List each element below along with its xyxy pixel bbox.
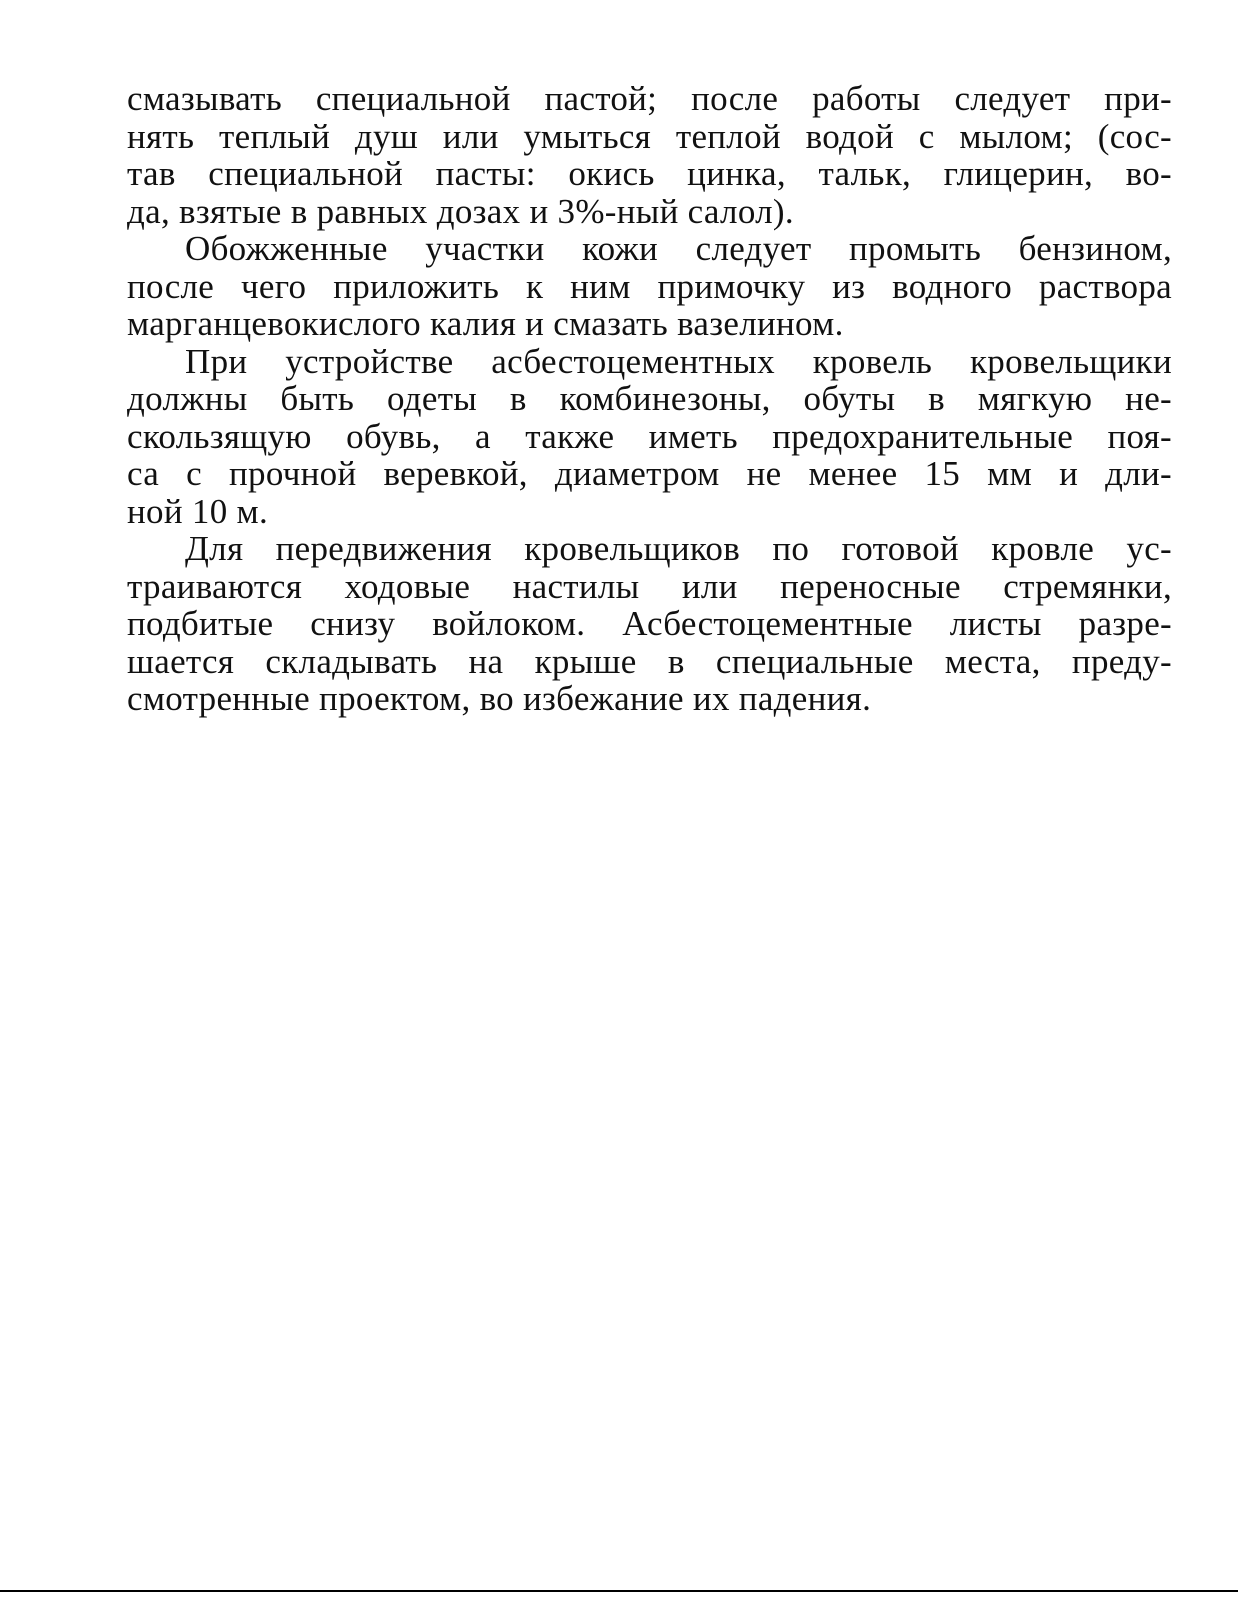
text-line: ной 10 м.	[127, 491, 269, 531]
text-line: смотренные проектом, во избежание их падения.	[127, 679, 872, 718]
text-line: смазывать специальной пастой; после работы следует при-	[127, 79, 1172, 118]
text-line: марганцевокислого калия и смазать вазелином.	[127, 304, 844, 343]
text-line: нять теплый душ или умыться теплой водой с мылом; (сос-	[127, 116, 1172, 156]
text-line: подбитые снизу войлоком. Асбестоцементные листы разре-	[127, 604, 1172, 643]
text-line: да, взятые в равных дозах и 3%-ный салол).	[127, 191, 794, 231]
paragraph-3	[127, 343, 1172, 531]
paragraph-1	[127, 80, 1172, 230]
text-line: При устройстве асбестоцементных кровель кровельщики	[185, 341, 1172, 381]
text-line: тав специальной пасты: окись цинка, тальк, глицерин, во-	[127, 154, 1172, 193]
paragraph-4	[127, 530, 1172, 718]
page-bottom-edge	[0, 1590, 1238, 1592]
text-line: Обожженные участки кожи следует промыть бензином,	[185, 229, 1172, 268]
text-line: шается складывать на крыше в специальные места, преду-	[127, 641, 1172, 681]
text-line: Для передвижения кровельщиков по готовой кровле ус-	[185, 529, 1172, 568]
text-line: траиваются ходовые настилы или переносные стремянки,	[127, 566, 1172, 606]
text-line: должны быть одеты в комбинезоны, обуты в мягкую не-	[127, 379, 1172, 418]
text-line: после чего приложить к ним примочку из водного раствора	[127, 266, 1172, 306]
body-text	[127, 80, 1172, 718]
paragraph-2	[127, 230, 1172, 343]
text-line: са с прочной веревкой, диаметром не менее 15 мм и дли-	[127, 454, 1172, 493]
text-line: скользящую обувь, а также иметь предохранительные поя-	[127, 416, 1172, 456]
